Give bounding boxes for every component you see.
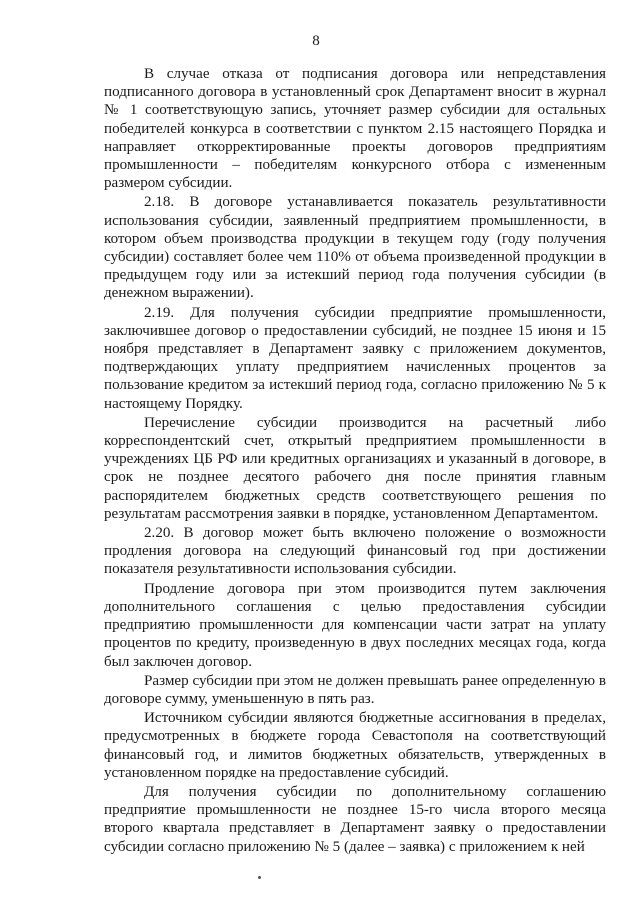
paragraph-2-19: 2.19. Для получения субсидии предприятие промышленности, заключившее договор о предоставлении субсидий, не позднее 15 июня и 15 ноября представляет в Департамент заявку с приложением документов, подтверждающих уплату предприятием начисленных процентов за пользование кредитом за истекший период года, согласно приложению № 5 к настоящему Порядку. bbox=[104, 304, 606, 412]
scan-speck bbox=[258, 876, 261, 879]
paragraph-2-18: 2.18. В договоре устанавливается показатель результативности использования субсидии, заявленный предприятием промышленности, в котором объем производства продукции в текущем году (году получения субсидии) составляет более чем 110% от объема произведенной продукции в предыдущем году или за истекший период года получения субсидии (в денежном выражении). bbox=[104, 194, 606, 302]
page-number: 8 bbox=[312, 33, 320, 49]
paragraph-refusal: В случае отказа от подписания договора или непредставления подписанного договора в установленный срок Департамент вносит в журнал № 1 соответствующую запись, уточняет размер субсидии для остальных победителей конкурса в соответствии с пунктом 2.15 настоящего Порядка и направляет откорректированные проекты договоров предприятиям промышленности – победителям конкурсного отбора с измененным размером субсидии. bbox=[104, 66, 606, 192]
document-body bbox=[104, 65, 606, 857]
paragraph-amount: Размер субсидии при этом не должен превышать ранее определенную в договоре сумму, уменьшенную в пять раз. bbox=[104, 672, 606, 707]
paragraph-extension: Продление договора при этом производится путем заключения дополнительного соглашения с целью предоставления субсидии предприятию промышленности для компенсации части затрат на уплату процентов по кредиту, произведенную в двух последних месяцах года, когда был заключен договор. bbox=[104, 580, 606, 670]
paragraph-2-20: 2.20. В договор может быть включено положение о возможности продления договора на следующий финансовый год при достижении показателя результативности использования субсидии. bbox=[104, 525, 606, 578]
paragraph-source: Источником субсидии являются бюджетные ассигнования в пределах, предусмотренных в бюджете города Севастополя на соответствующий финансовый год, и лимитов бюджетных обязательств, утвержденных в установленном порядке на предоставление субсидий. bbox=[104, 710, 606, 781]
paragraph-supplementary: Для получения субсидии по дополнительному соглашению предприятие промышленности не позднее 15-го числа второго месяца второго квартала представляет в Департамент заявку о предоставлении субсидии согласно приложению № 5 (далее – заявка) с приложением к ней bbox=[104, 783, 606, 855]
paragraph-transfer: Перечисление субсидии производится на расчетный либо корреспондентский счет, открытый предприятием промышленности в учреждениях ЦБ РФ или кредитных организациях и указанный в договоре, в срок не позднее десятого рабочего дня после принятия главным распорядителем бюджетных средств соответствующего решения по результатам рассмотрения заявки в порядке, установленном Департаментом. bbox=[104, 414, 606, 522]
